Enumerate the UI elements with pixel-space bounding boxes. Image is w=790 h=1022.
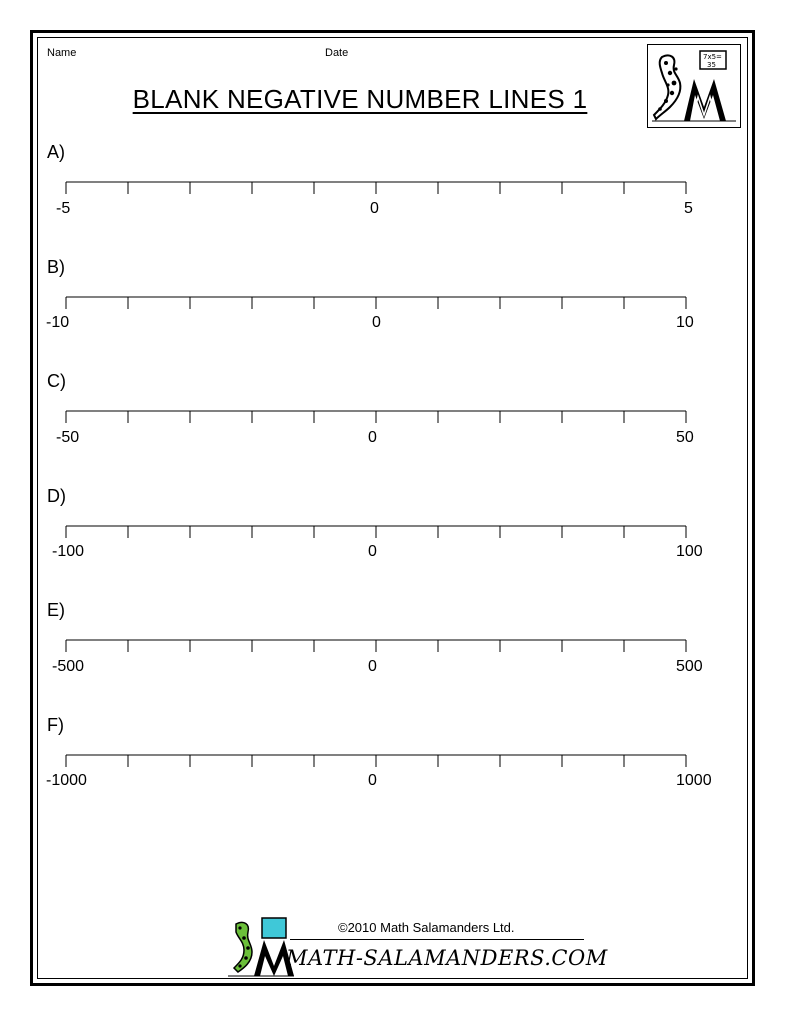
- line-c-max-label: 50: [676, 429, 694, 446]
- question-label-d: D): [47, 486, 66, 506]
- question-label-b: B): [47, 257, 65, 277]
- line-b-min-label: -10: [46, 314, 70, 331]
- line-a-mid-label: 0: [370, 200, 379, 217]
- logo-eq-2: 35: [707, 61, 716, 69]
- logo-eq-1: 7x5=: [703, 53, 722, 61]
- line-c-min-label: -50: [56, 429, 80, 446]
- line-f-mid-label: 0: [368, 772, 377, 789]
- line-e-mid-label: 0: [368, 658, 377, 675]
- line-d-min-label: -100: [52, 543, 85, 560]
- line-d-max-label: 100: [676, 543, 703, 560]
- line-f-max-label: 1000: [676, 772, 712, 789]
- line-b-max-label: 10: [676, 314, 694, 331]
- copyright-text: ©2010 Math Salamanders Ltd.: [338, 920, 515, 935]
- line-a-min-label: -5: [56, 200, 71, 217]
- question-label-c: C): [47, 371, 66, 391]
- footer-divider: [290, 939, 584, 940]
- line-e-min-label: -500: [52, 658, 85, 675]
- footer-screen: [262, 918, 286, 938]
- date-label: Date: [325, 47, 349, 59]
- question-label-e: E): [47, 600, 65, 620]
- line-e-max-label: 500: [676, 658, 703, 675]
- line-c-mid-label: 0: [368, 429, 377, 446]
- line-a-max-label: 5: [684, 200, 693, 217]
- brand-text: MATH-SALAMANDERS.COM: [286, 946, 608, 970]
- page-title: BLANK NEGATIVE NUMBER LINES 1: [132, 84, 588, 114]
- question-label-f: F): [47, 715, 64, 735]
- line-f-min-label: -1000: [46, 772, 87, 789]
- name-label: Name: [47, 47, 77, 59]
- line-d-mid-label: 0: [368, 543, 377, 560]
- question-label-a: A): [47, 142, 65, 162]
- line-b-mid-label: 0: [372, 314, 381, 331]
